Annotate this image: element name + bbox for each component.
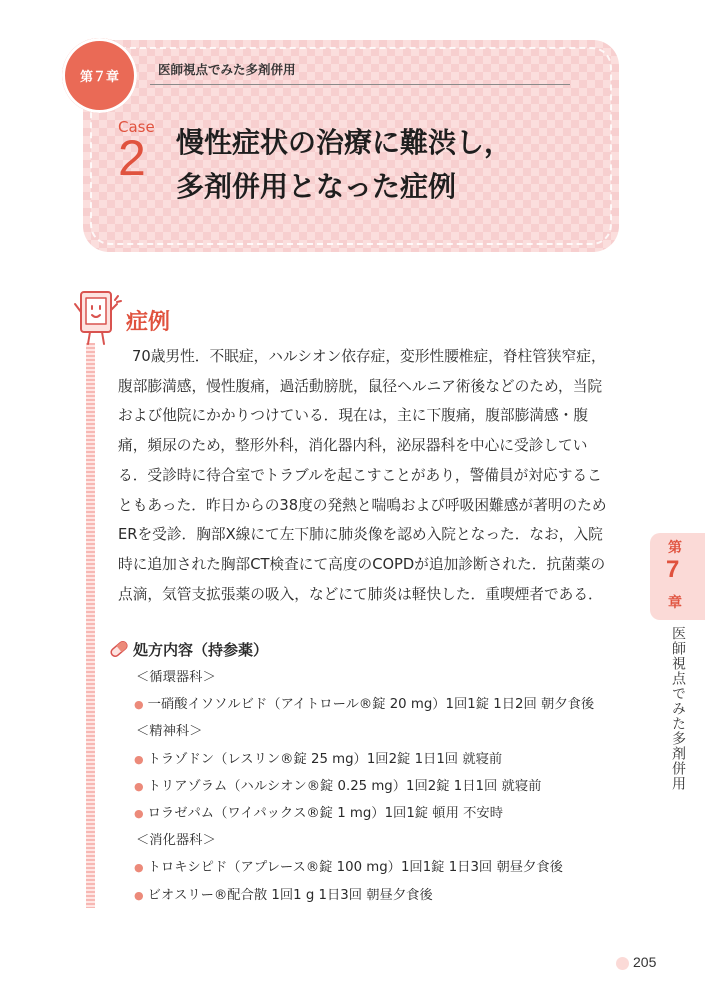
bullet-icon: ● — [134, 888, 144, 902]
side-tab-sho: 章 — [668, 595, 682, 611]
prescription-item-text: ロラゼパム（ワイパックス®錠 1 mg）1回1錠 頓用 不安時 — [147, 806, 504, 822]
case-label: Case — [118, 118, 155, 136]
case-number: 2 — [118, 130, 146, 186]
prescription-item — [130, 773, 610, 800]
page-number-dot — [616, 957, 629, 970]
capsule-icon — [108, 638, 130, 660]
section-heading: 症例 — [126, 310, 171, 335]
case-title — [176, 121, 512, 209]
chapter-title: 医師視点でみた多剤併用 — [158, 62, 296, 77]
section-stripe — [86, 343, 95, 908]
prescription-heading: 処方内容（持参薬） — [133, 641, 269, 659]
side-tab-title: 医師視点でみた多剤併用 — [670, 626, 686, 791]
prescription-list — [130, 664, 610, 909]
prescription-item-text: トロキシピド（アプレース®錠 100 mg）1回1錠 1日3回 朝昼夕食後 — [147, 860, 563, 876]
prescription-item — [130, 691, 610, 718]
prescription-item-text: トリアゾラム（ハルシオン®錠 0.25 mg）1回2錠 1日1回 就寝前 — [147, 778, 542, 794]
bullet-icon: ● — [134, 807, 144, 821]
prescription-item-text: 一硝酸イソソルビド（アイトロール®錠 20 mg）1回1錠 1日2回 朝夕食後 — [147, 697, 595, 713]
case-description-text: 70歳男性．不眠症，ハルシオン依存症，変形性腰椎症，脊柱管狭窄症，腹部膨満感，慢性腹痛，過活動膀胱，鼠径ヘルニア術後などのため，当院および他院にかかりつけている．現在は，主に下腹痛，腹部膨満感・腹痛，頻尿のため，整形外科，消化器内科，泌尿器科を中心に受診している．受診時に待合室でトラブルを起こすことがあり，警備員が対応することもあった．昨日からの38度の発熱と喘鳴および呼吸困難感が著明のためERを受診．胸部X線にて左下肺に肺炎像を認め入院となった．なお，入院時に追加された胸部CT検査にて高度のCOPDが追加診断された．抗菌薬の点滴，気管支拡張薬の吸入，などにて肺炎は軽快した．重喫煙者である． — [118, 348, 607, 603]
prescription-category: ＜精神科＞ — [136, 724, 203, 740]
prescription-item-text: ビオスリー®配合散 1回1 g 1日3回 朝昼夕食後 — [147, 887, 433, 903]
side-tab-number: 7 — [666, 556, 680, 583]
side-tab-dai: 第 — [668, 540, 682, 556]
chapter-badge: 第７章 — [62, 38, 137, 113]
chapter-divider — [150, 84, 570, 85]
prescription-category: ＜消化器科＞ — [136, 833, 216, 849]
bullet-icon: ● — [134, 698, 144, 712]
document-mascot-icon — [72, 282, 122, 352]
bullet-icon: ● — [134, 861, 144, 875]
page-number: 205 — [633, 954, 657, 970]
prescription-item — [130, 746, 610, 773]
bullet-icon: ● — [134, 779, 144, 793]
prescription-item-text: トラゾドン（レスリン®錠 25 mg）1回2錠 1日1回 就寝前 — [147, 751, 503, 767]
prescription-category: ＜循環器科＞ — [136, 670, 216, 685]
case-title-line-1: 慢性症状の治療に難渋し， — [176, 126, 513, 159]
prescription-item — [130, 882, 610, 909]
prescription-item — [130, 800, 610, 827]
bullet-icon: ● — [134, 752, 144, 766]
case-title-line-2: 多剤併用となった症例 — [176, 170, 457, 203]
case-description — [118, 342, 608, 609]
prescription-item — [130, 854, 610, 881]
